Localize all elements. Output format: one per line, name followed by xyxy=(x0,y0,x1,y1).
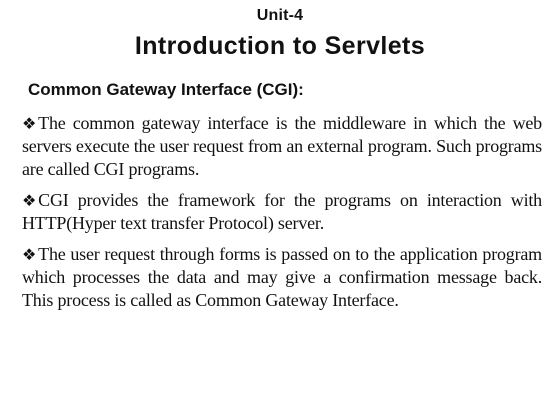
bullet-item xyxy=(22,189,542,235)
slide-title: Introduction to Servlets xyxy=(134,32,426,60)
four-petal-diamond-icon: ❖ xyxy=(22,191,37,210)
bullet-item xyxy=(22,243,542,312)
bullet-item xyxy=(22,112,542,181)
bullet-text: The user request through forms is passed on to the application program which processes the data and may give a confirmation message back. This process is called as Common Gateway Interface. xyxy=(22,244,542,310)
bullet-text: CGI provides the framework for the programs on interaction with HTTP(Hyper text transfer Protocol) server. xyxy=(22,190,542,233)
unit-label: Unit-4 xyxy=(256,7,304,24)
section-heading: Common Gateway Interface (CGI): xyxy=(28,80,304,99)
bullet-list xyxy=(22,112,542,320)
bullet-text: The common gateway interface is the middleware in which the web servers execute the user request from an external program. Such programs are called CGI programs. xyxy=(22,113,542,179)
four-petal-diamond-icon: ❖ xyxy=(22,245,37,264)
four-petal-diamond-icon: ❖ xyxy=(22,114,37,133)
